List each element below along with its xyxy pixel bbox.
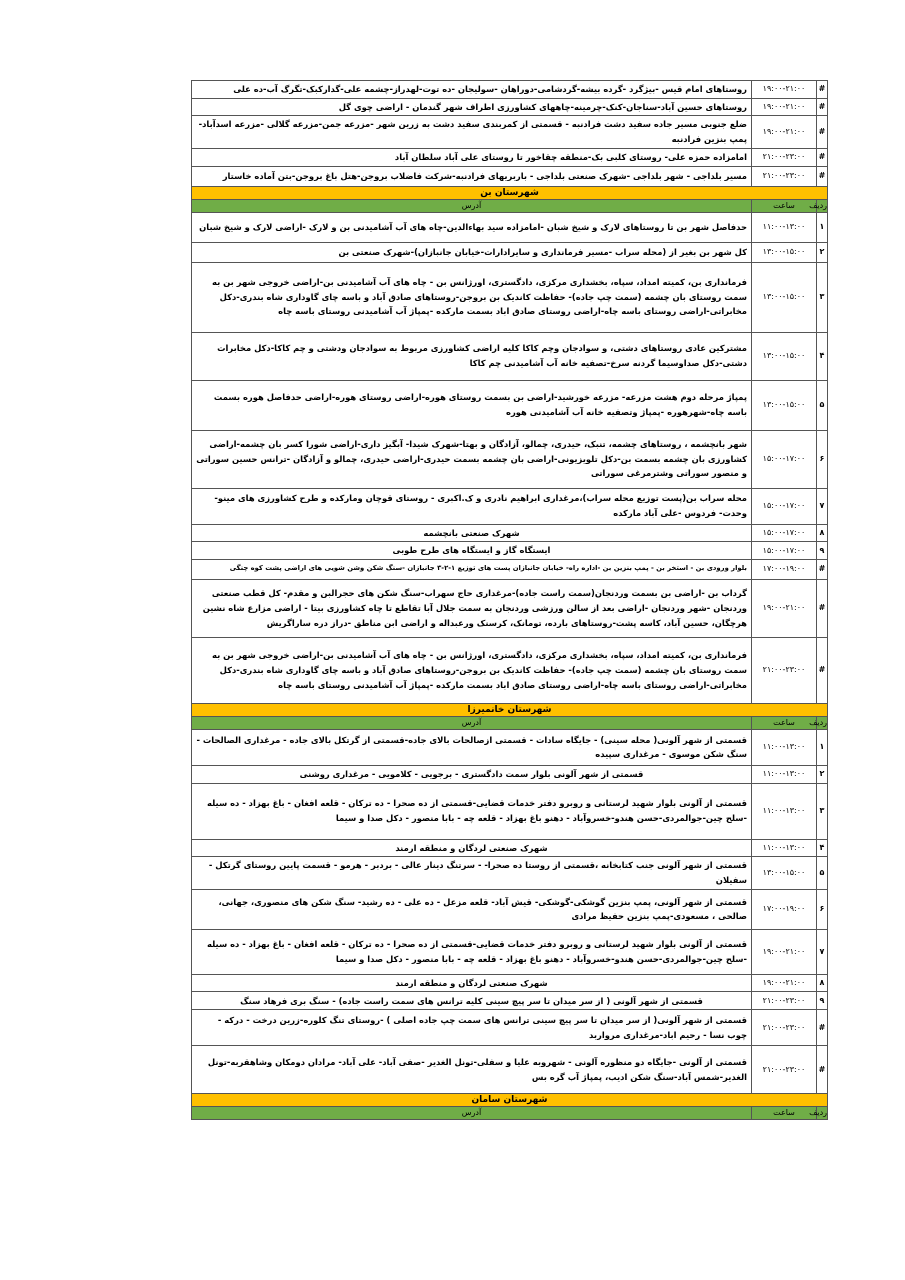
address-cell: قسمتی از آلونی بلوار شهید لرستانی و روبرو دفتر خدمات قضایی-قسمتی از ده صحرا - ده ترکان - قلعه افغان - باغ بهزاد - ده سیله -سلح چین-جوالمردی-حسن هندو-خسروآباد - دهنو باغ بهزاد - قلعه چه - بابا منصور - دکل صدا و سیما	[192, 929, 752, 974]
table-row	[192, 889, 828, 929]
time-range: ۱۹:۰۰-۲۱:۰۰	[752, 929, 817, 974]
county-name: شهرستان سامان	[192, 1094, 828, 1107]
time-range: ۱۹:۰۰-۲۱:۰۰	[752, 579, 817, 637]
header-row-number: ردیف	[817, 199, 828, 212]
address-cell: قسمتی از شهر آلونی بلوار سمت دادگستری - برجویی - کلامویی - مرغداری روشنی	[192, 765, 752, 783]
header-row-number: ردیف	[817, 1107, 828, 1120]
address-cell: قسمتی از شهر آلونی( از سر میدان تا سر پیچ سینی ترانس های سمت چپ جاده اصلی ) -روستای تنگ کلوره-زرین درخت - درکه - چوب نسا - رحیم اباد-مرغداری مرواربد	[192, 1010, 752, 1046]
column-header-row	[192, 199, 828, 212]
row-number: ۱	[817, 729, 828, 765]
address-cell: فرمانداری بن، کمیته امداد، سپاه، بخشداری مرکزی، دادگستری، اورژانس بن - چاه های آب آشامیدنی بن-اراضی خروجی شهر بن به سمت روستای بان چشمه (سمت چپ جاده)- حفاظت کاندیک بن بروجن-روستاهای صادق آباد و باسه چای گاوداری شاه بندری-دکل مخابراتی-اراضی روستای باسه چاه-اراضی روستای صادق اباد بسمت مارکده -پمپاژ آب آشامیدنی روستای باسه چاه	[192, 262, 752, 332]
table-row	[192, 542, 828, 560]
address-cell: ضلع جنوبی مسیر جاده سفید دشت فرادنبه - قسمتی از کمربندی سفید دشت به زرین شهر -مزرعه جمن-مزرعه گلالی -مزرعه اسدآباد-پمپ بنزین فرادنبه	[192, 116, 752, 148]
table-row	[192, 242, 828, 262]
county-name: شهرستان بن	[192, 186, 828, 199]
address-cell: مشترکین عادی روستاهای دشتی، و سوادجان وچم کاکا کلیه اراضی کشاورزی مربوط به سوادجان ودشتی و چم کاکا-دکل مخابرات دشتی-دکل صداوسیما گردنه سرخ-تصفیه خانه آب آشامیدنی چم کاکا	[192, 332, 752, 380]
time-range: ۱۳:۰۰-۱۵:۰۰	[752, 380, 817, 430]
header-row-number: ردیف	[817, 716, 828, 729]
address-cell: مسیر بلداجی - شهر بلداجی -شهرک صنعتی بلداجی - باربریهای فرادنبه-شرکت فاضلاب بروجن-هتل باغ بروجن-بتن آماده خاستار	[192, 166, 752, 186]
time-range: ۲۱:۰۰-۲۳:۰۰	[752, 1010, 817, 1046]
row-number: ۶	[817, 430, 828, 488]
county-name: شهرستان خانمیرزا	[192, 703, 828, 716]
row-number: ۵	[817, 857, 828, 889]
outage-schedule-sheet	[191, 80, 828, 1120]
time-range: ۱۵:۰۰-۱۷:۰۰	[752, 524, 817, 542]
address-cell: بلوار ورودی بن - استخر بن - پمپ بنزین بن -اداره راه- خیابان جانبازان پست های توزیع ۱-۲-۳ جانبازان -سنگ شکن وشن شویی های اراضی پشت کوه چنگی	[192, 559, 752, 579]
address-cell: حدفاصل شهر بن تا روستاهای لارک و شیخ شبان -امامزاده سید بهاءالدین-چاه های آب آشامیدنی بن و لارک -اراضی لارک و شیخ شبان	[192, 212, 752, 242]
column-header-row	[192, 1107, 828, 1120]
row-number: ۵	[817, 380, 828, 430]
table-row	[192, 116, 828, 148]
row-number: ۸	[817, 974, 828, 992]
table-row	[192, 430, 828, 488]
table-row	[192, 98, 828, 116]
table-row	[192, 380, 828, 430]
row-number: #	[817, 637, 828, 703]
table-row	[192, 148, 828, 166]
address-cell: امامزاده حمزه علی- روستای کلبی بک-منطقه چقاخور تا روستای علی آباد سلطان آباد	[192, 148, 752, 166]
row-number: ۱	[817, 212, 828, 242]
table-row	[192, 929, 828, 974]
time-range: ۱۱:۰۰-۱۳:۰۰	[752, 839, 817, 857]
address-cell: قسمتی از آلونی -جایگاه دو منظوره آلونی - شهروبه علیا و سفلی-تونل الغدیر -صفی آباد- علی آباد- مرادان دومکان وشاهقربه-تونل الغدیر-شمس آباد-سنگ شکن ادیب، پمپاژ آب گره بس	[192, 1046, 752, 1094]
header-time: ساعت	[752, 1107, 817, 1120]
table-row	[192, 765, 828, 783]
row-number: #	[817, 579, 828, 637]
time-range: ۱۳:۰۰-۱۵:۰۰	[752, 262, 817, 332]
row-number: ۸	[817, 524, 828, 542]
time-range: ۲۱:۰۰-۲۳:۰۰	[752, 1046, 817, 1094]
table-row	[192, 839, 828, 857]
row-number: ۷	[817, 488, 828, 524]
address-cell: شهرک صنعتی لردگان و منطقه ارمند	[192, 839, 752, 857]
time-range: ۱۹:۰۰-۲۱:۰۰	[752, 974, 817, 992]
row-number: ۲	[817, 242, 828, 262]
outage-table	[191, 80, 828, 1120]
address-cell: شهرک صنعتی لردگان و منطقه ارمند	[192, 974, 752, 992]
table-row	[192, 857, 828, 889]
address-cell: قسمتی از آلونی بلوار شهید لرستانی و روبرو دفتر خدمات قضایی-قسمتی از ده صحرا - ده ترکان - قلعه افغان - باغ بهزاد - ده سیله -سلح چین-جوالمردی-حسن هندو-خسروآباد - دهنو باغ بهزاد - قلعه چه - بابا منصور - دکل صدا و سیما	[192, 783, 752, 839]
address-cell: گرداب بن -اراضی بن بسمت وردنجان(سمت راست جاده)-مرغداری حاج سهراب-سنگ شکن های حجرالبن و مقدم- کل قطب صنعتی وردنجان -شهر وردنجان -اراضی بعد از سالن ورزشی وردنجان به سمت جلال آبا تقاطع تا چاه کشاورزی بیتا - اراضی مزارع شاه نشین هرچگان، حسین آباد، کاسه پشت-روستاهای بارده، تومانک، کرسنک ورعبداله و اراضی ابن مناطق -دراز دره ساراگریش	[192, 579, 752, 637]
row-number: #	[817, 116, 828, 148]
address-cell: روستاهای امام قیس -بیژگرد -گرده بیشه-گردشامی-دوراهان -سولیجان -ده توت-لهدراز-چشمه علی-گدارکبک-تگرگ آب-ده علی	[192, 81, 752, 99]
time-range: ۲۱:۰۰-۲۳:۰۰	[752, 637, 817, 703]
row-number: ۳	[817, 783, 828, 839]
address-cell: شهرک صنعتی بانچشمه	[192, 524, 752, 542]
address-cell: قسمتی از شهر آلونی ( از سر میدان تا سر پیچ سینی کلیه ترانس های سمت راست جاده) - سنگ بری فرهاد سنگ	[192, 992, 752, 1010]
table-row	[192, 488, 828, 524]
header-time: ساعت	[752, 716, 817, 729]
table-row	[192, 1010, 828, 1046]
time-range: ۱۱:۰۰-۱۳:۰۰	[752, 729, 817, 765]
time-range: ۱۵:۰۰-۱۷:۰۰	[752, 488, 817, 524]
table-row	[192, 332, 828, 380]
row-number: ۳	[817, 262, 828, 332]
table-row	[192, 559, 828, 579]
row-number: #	[817, 81, 828, 99]
header-address: آدرس	[192, 199, 752, 212]
time-range: ۱۳:۰۰-۱۵:۰۰	[752, 332, 817, 380]
time-range: ۲۱:۰۰-۲۳:۰۰	[752, 992, 817, 1010]
time-range: ۱۹:۰۰-۲۱:۰۰	[752, 98, 817, 116]
column-header-row	[192, 716, 828, 729]
time-range: ۱۵:۰۰-۱۷:۰۰	[752, 430, 817, 488]
time-range: ۲۱:۰۰-۲۳:۰۰	[752, 148, 817, 166]
time-range: ۱۳:۰۰-۱۵:۰۰	[752, 242, 817, 262]
time-range: ۱۱:۰۰-۱۳:۰۰	[752, 765, 817, 783]
row-number: ۴	[817, 839, 828, 857]
county-section-title	[192, 1094, 828, 1107]
table-row	[192, 992, 828, 1010]
time-range: ۱۳:۰۰-۱۵:۰۰	[752, 857, 817, 889]
table-row	[192, 524, 828, 542]
row-number: #	[817, 166, 828, 186]
table-row	[192, 1046, 828, 1094]
table-row	[192, 262, 828, 332]
table-row	[192, 579, 828, 637]
row-number: #	[817, 1010, 828, 1046]
table-row	[192, 166, 828, 186]
address-cell: ایستگاه گاز و ایستگاه های طرح طوبی	[192, 542, 752, 560]
table-row	[192, 729, 828, 765]
address-cell: شهر بانچشمه ، روستاهای چشمه، تنبک، حیدری، چمالو، آزادگان و بهتا-شهرک شیدا- آبگیز داری-اراضی شورا کسر بان چشمه-اراضی کشاورزی بان چشمه بسمت بن-دکل تلویزیونی-اراضی بان چشمه بسمت حیدری-اراضی حیدری، چمالو و آزادگان -ترانس حسین سوراتی و منصور سوراتی وشترمرغی سوراتی	[192, 430, 752, 488]
table-row	[192, 974, 828, 992]
time-range: ۱۷:۰۰-۱۹:۰۰	[752, 889, 817, 929]
table-row	[192, 783, 828, 839]
row-number: ۴	[817, 332, 828, 380]
row-number: ۹	[817, 542, 828, 560]
address-cell: کل شهر بن بغیر از (محله سراب -مسیر فرمانداری و سایرادارات-خیابان جانبازان)-شهرک صنعتی بن	[192, 242, 752, 262]
table-row	[192, 81, 828, 99]
table-row	[192, 637, 828, 703]
time-range: ۱۹:۰۰-۲۱:۰۰	[752, 116, 817, 148]
row-number: ۷	[817, 929, 828, 974]
time-range: ۱۷:۰۰-۱۹:۰۰	[752, 559, 817, 579]
header-time: ساعت	[752, 199, 817, 212]
row-number: ۲	[817, 765, 828, 783]
county-section-title	[192, 186, 828, 199]
row-number: #	[817, 98, 828, 116]
row-number: #	[817, 1046, 828, 1094]
address-cell: پمپاژ مرحله دوم هشت مزرعه- مزرعه خورشید-اراضی بن بسمت روستای هوره-اراضی روستای هوره-اراضی حدفاصل هوره بسمت باسه چاه-شهرهوره -پمپاژ وتصفیه خانه آب آشامیدنی هوره	[192, 380, 752, 430]
address-cell: محله سراب بن(پست توزیع محله سراب)،مرغداری ابراهیم نادری و ک.اکبری - روستای قوچان ومارکده و طرح کشاورزی های مینو- وحدت- فردوس -علی آباد مارکده	[192, 488, 752, 524]
address-cell: قسمتی از شهر آلونی، پمپ بنزین گوشکی-گوشکی- قیش آباد- قلعه مزعل - ده علی - ده رشید- سنگ شکن های منصوری، جهانی، صالحی ، مسعودی-پمپ بنزین حفیظ مرادی	[192, 889, 752, 929]
address-cell: روستاهای حسین آباد-سناجان-کنک-چرمینه-چاههای کشاورزی اطراف شهر گندمان - اراضی چوی گل	[192, 98, 752, 116]
header-address: آدرس	[192, 716, 752, 729]
time-range: ۱۵:۰۰-۱۷:۰۰	[752, 542, 817, 560]
time-range: ۲۱:۰۰-۲۳:۰۰	[752, 166, 817, 186]
row-number: ۹	[817, 992, 828, 1010]
row-number: ۶	[817, 889, 828, 929]
header-address: آدرس	[192, 1107, 752, 1120]
address-cell: قسمتی از شهر آلونی( محله سینی) - جایگاه سادات - قسمتی ازصالحات بالای جاده-قسمتی از گرتکل بالای جاده - مرغداری الصالحات - سنگ شکن موسوی - مرغداری سپیده	[192, 729, 752, 765]
row-number: #	[817, 148, 828, 166]
address-cell: فرمانداری بن، کمیته امداد، سپاه، بخشداری مرکزی، دادگستری، اورژانس بن - چاه های آب آشامیدنی بن-اراضی خروجی شهر بن به سمت روستای بان چشمه (سمت چپ جاده)- حفاظت کاندیک بن بروجن-روستاهای صادق آباد و باسه چای گاوداری شاه بندری-دکل مخابراتی-اراضی روستای باسه چاه-اراضی روستای صادق اباد بسمت مارکده -پمپاژ آب آشامیدنی روستای باسه چاه	[192, 637, 752, 703]
table-row	[192, 212, 828, 242]
address-cell: قسمتی از شهر آلونی جنب کتابخانه ،قسمتی از روستا ده صحرا- - سرتنگ دینار عالی - بردبر - هرمو - قسمت پایین روستای گرتکل - سفیلان	[192, 857, 752, 889]
county-section-title	[192, 703, 828, 716]
time-range: ۱۱:۰۰-۱۳:۰۰	[752, 783, 817, 839]
row-number: #	[817, 559, 828, 579]
time-range: ۱۹:۰۰-۲۱:۰۰	[752, 81, 817, 99]
time-range: ۱۱:۰۰-۱۳:۰۰	[752, 212, 817, 242]
